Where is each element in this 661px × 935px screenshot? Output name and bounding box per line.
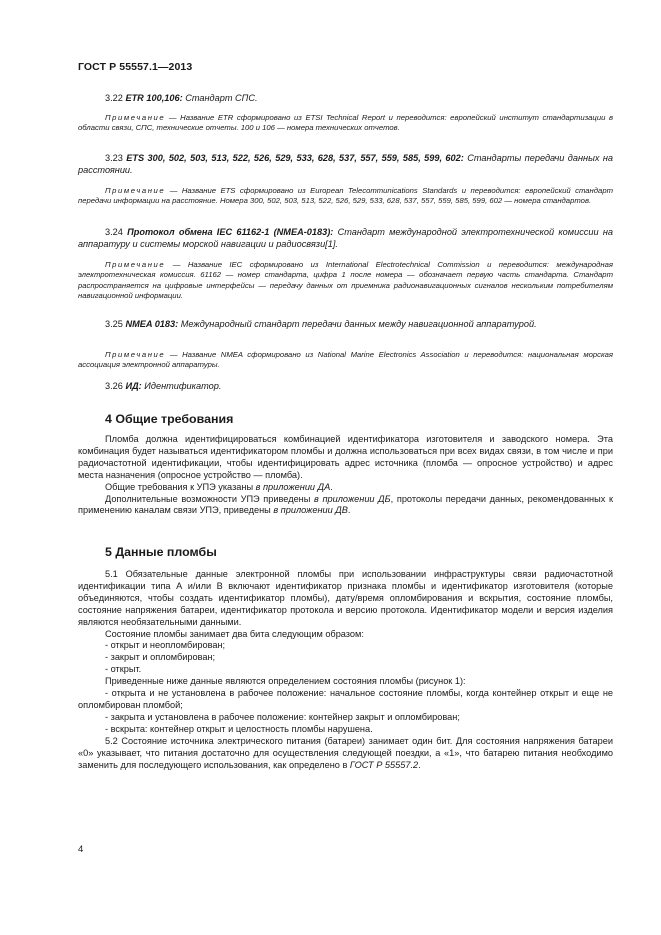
note-3-23 [78, 186, 613, 207]
term-3-25 [78, 319, 613, 331]
term-3-26 [78, 381, 613, 393]
annex-reference: в приложении ДВ [273, 505, 348, 516]
note-text: Примечание — Название ETS сформировано из European Telecommunications Standards и переводится: европейский стандарт передачи информации на расстояние. Номера 300, 502, 503, 513, 522, 526, 529, 533, 628, 537, 557, 559, 585, 599, 602 — номера стандартов. [78, 186, 613, 206]
note-3-22 [78, 113, 613, 134]
paragraph: 5.1 Обязательные данные электронной пломбы при использовании инфраструктуры связи радиочастотной идентификации типа А и/или В включают идентификатор признака пломбы и идентификатор изготовителя (которые объединяются, чтобы создать идентификатор пломбы), дату/время опломбирования и вскрытия, состояние пломбы, состояние напряжения батареи, идентификатор протокола и версию протокола. Идентификатор модели и версия изделия являются необязательными данными. [78, 569, 613, 627]
term-name: NMEA 0183: [125, 319, 179, 329]
paragraph: 5.2 Состояние источника электрического питания (батареи) занимает один бит. Для состояния напряжения батареи «0» указывает, что питания достаточно для осуществления следующей поездки, а «1», что батарею питания необходимо заменить для последующего использования, как определено в ГОСТ Р 55557.2. [78, 735, 613, 770]
term-name: Протокол обмена IEC 61162-1 (NMEA-0183): [127, 227, 334, 237]
list-item: - закрыта и установлена в рабочее положение: контейнер закрыт и опломбирован; [105, 711, 460, 722]
section-5-body [78, 569, 613, 771]
list-item: - закрыт и опломбирован; [105, 652, 216, 663]
annex-reference: в приложении ДА [255, 481, 331, 492]
term-definition: 3.23 ETS 300, 502, 503, 513, 522, 526, 529, 533, 628, 537, 557, 559, 585, 599, 602: Стандарты передачи данных на расстоянии. [78, 153, 613, 175]
term-name: ETR 100,106: [125, 93, 183, 103]
page-number: 4 [78, 844, 84, 855]
section-4-body [78, 434, 613, 517]
paragraph: Дополнительные возможности УПЭ приведены в приложении ДБ, протоколы передачи данных, рекомендованных к применению каналам связи УПЭ, приведены в приложении ДВ. [78, 493, 613, 516]
standard-reference: ГОСТ Р 55557.2 [349, 759, 419, 770]
note-3-24 [78, 260, 613, 301]
note-text: Примечание — Название IEC сформировано из International Electrotechnical Commission и переводится: международная электротехническая комиссия. 61162 — номер стандарта, цифра 1 после номера — обозначает первую часть стандарта. Стандарт распространяется на цифровые интерфейсы — передачу данных от приемника радионавигационных сигналов нескольким потребителям навигационной информации. [78, 260, 613, 300]
note-3-25 [78, 350, 613, 371]
note-label: Примечание [105, 350, 166, 359]
section-4-heading: 4 Общие требования [105, 412, 234, 426]
term-definition: 3.25 NMEA 0183: Международный стандарт передачи данных между навигационной аппаратурой. [105, 319, 537, 329]
term-3-23 [78, 153, 613, 177]
paragraph: Общие требования к УПЭ указаны в приложении ДА. [105, 481, 333, 492]
term-definition: 3.24 Протокол обмена IEC 61162-1 (NMEA-0183): Стандарт международной электротехнической комиссии на аппаратуру и системы морской навигации и радиосвязи[1]. [78, 227, 613, 249]
list-item: - открыт и неопломбирован; [105, 640, 226, 651]
note-text: Примечание — Название NMEA сформировано из National Marine Electronics Association и переводится: национальная морская ассоциация электронной аппаратуры. [78, 350, 613, 370]
term-name: ETS 300, 502, 503, 513, 522, 526, 529, 533, 628, 537, 557, 559, 585, 599, 602: [126, 153, 464, 163]
note-label: Примечание [105, 113, 166, 122]
paragraph: Состояние пломбы занимает два бита следующим образом: [105, 628, 364, 639]
annex-reference: в приложении ДБ [314, 493, 391, 504]
note-label: Примечание [105, 186, 166, 195]
list-item: - открыта и не установлена в рабочее положение: начальное состояние пломбы, когда контейнер открыт и еще не опломбирован пломбой; [78, 688, 613, 710]
note-label: Примечание [105, 260, 166, 269]
paragraph: Пломба должна идентифицироваться комбинацией идентификатора изготовителя и заводского номера. Эта комбинация будет называться идентификатором пломбы и должна использоваться при всех видах связи, в том числе и при радиочастотной идентификации, чтобы идентифицировать адрес источника (пломба — опросное устройство) и адрес места назначения (опросное устройство — пломба). [78, 434, 613, 480]
term-definition: 3.22 ETR 100,106: Стандарт СПС. [105, 93, 258, 103]
term-definition: 3.26 ИД: Идентификатор. [105, 381, 222, 391]
list-item: - открыт. [105, 664, 142, 675]
list-item: - вскрыта: контейнер открыт и целостность пломбы нарушена. [105, 723, 373, 734]
term-3-24 [78, 227, 613, 251]
note-text: Примечание — Название ETR сформировано из ETSI Technical Report и переводится: европейский институт стандартизации в области связи, СПС, технические отчеты. 100 и 106 — номера технических отчетов. [78, 113, 613, 133]
paragraph: Приведенные ниже данные являются определением состояния пломбы (рисунок 1): [105, 676, 466, 687]
term-3-22 [78, 93, 613, 105]
section-5-heading: 5 Данные пломбы [105, 545, 217, 559]
term-name: ИД: [125, 381, 142, 391]
document-header: ГОСТ Р 55557.1—2013 [78, 61, 193, 73]
